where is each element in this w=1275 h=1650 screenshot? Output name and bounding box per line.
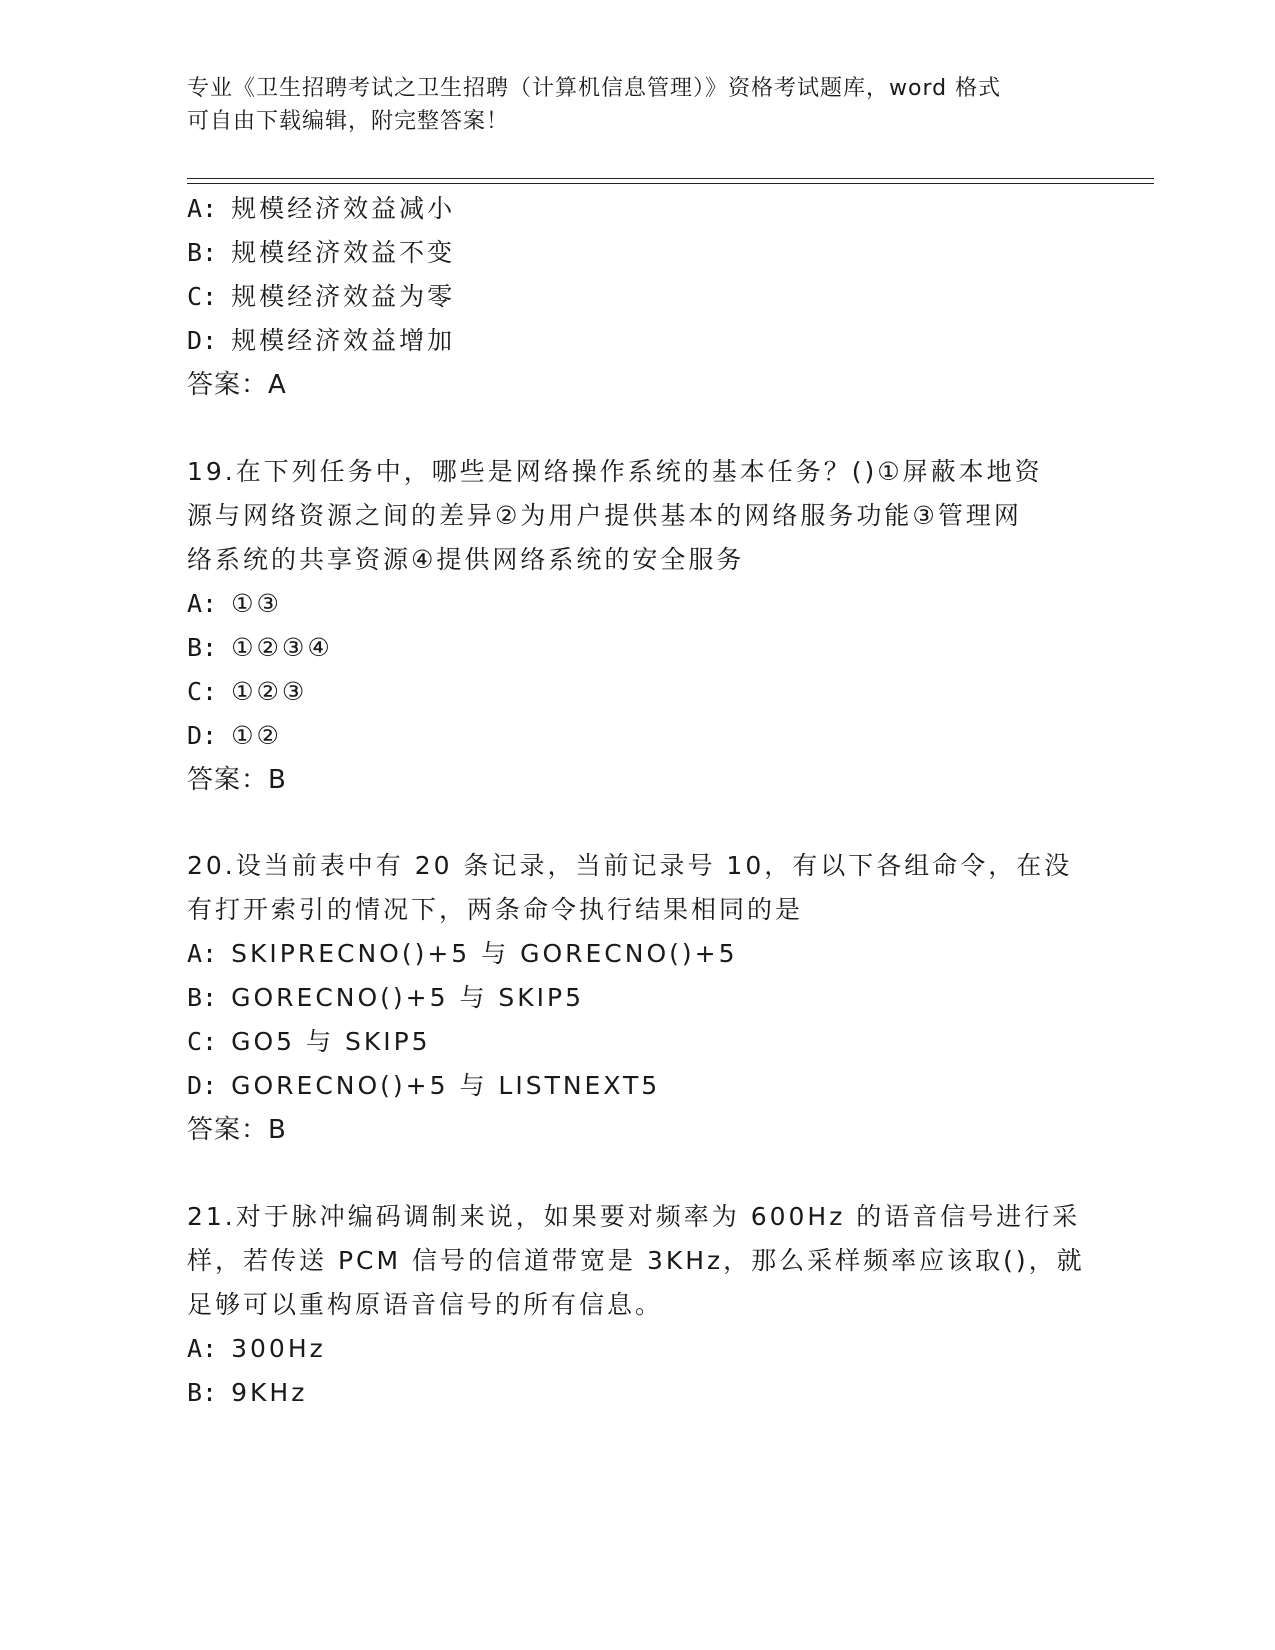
option-label: D:: [187, 1071, 218, 1100]
q18-option-d: [187, 318, 455, 364]
q20-option-c: [187, 1019, 431, 1065]
option-text: 规模经济效益不变: [231, 238, 456, 267]
q21-stem-line-1: 21.对于脉冲编码调制来说，如果要对频率为 600Hz 的语音信号进行采: [187, 1202, 1081, 1231]
option-label: B:: [187, 238, 218, 267]
header-line-2: 可自由下载编辑，附完整答案！: [187, 109, 510, 134]
option-label: B:: [187, 1378, 218, 1407]
option-text: ①③: [231, 589, 282, 618]
option-label: D:: [187, 326, 218, 355]
q20-stem-line-2: 有打开索引的情况下，两条命令执行结果相同的是: [187, 895, 804, 924]
option-label: C:: [187, 677, 218, 706]
option-label: D:: [187, 721, 218, 750]
q19-stem-line-3: 络系统的共享资源④提供网络系统的安全服务: [187, 545, 745, 574]
option-text: 规模经济效益增加: [231, 326, 456, 355]
option-text: GORECNO()+5 与 LISTNEXT5: [231, 1071, 661, 1100]
q19-option-a: [187, 581, 282, 627]
q20-option-b: [187, 975, 584, 1021]
option-text: 规模经济效益减小: [231, 194, 456, 223]
q18-option-a: [187, 186, 455, 232]
option-label: A:: [187, 1334, 218, 1363]
option-text: 规模经济效益为零: [231, 282, 456, 311]
q21-option-a: [187, 1326, 326, 1372]
option-label: A:: [187, 589, 218, 618]
option-text: GORECNO()+5 与 SKIP5: [231, 983, 585, 1012]
q21-stem-line-3: 足够可以重构原语音信号的所有信息。: [187, 1290, 664, 1319]
option-text: 300Hz: [231, 1334, 326, 1363]
header-line-1: 专业《卫生招聘考试之卫生招聘（计算机信息管理）》资格考试题库，word 格式: [187, 76, 1002, 101]
q21-stem-line-2: 样，若传送 PCM 信号的信道带宽是 3KHz，那么采样频率应该取()，就: [187, 1246, 1085, 1275]
option-text: SKIPRECNO()+5 与 GORECNO()+5: [231, 939, 738, 968]
q18-option-b: [187, 230, 455, 276]
option-label: B:: [187, 633, 218, 662]
q20-stem-line-1: 20.设当前表中有 20 条记录，当前记录号 10，有以下各组命令，在没: [187, 851, 1073, 880]
document-header: [187, 72, 1067, 138]
option-label: C:: [187, 282, 218, 311]
option-text: GO5 与 SKIP5: [231, 1027, 431, 1056]
q20-answer: 答案：B: [187, 1115, 287, 1145]
q19-option-b: [187, 625, 333, 671]
option-text: ①②: [231, 721, 282, 750]
q20-option-d: [187, 1063, 660, 1109]
option-text: ①②③: [231, 677, 308, 706]
header-divider-top: [187, 178, 1154, 179]
header-divider-bottom: [187, 183, 1154, 184]
q21-option-b: [187, 1370, 307, 1416]
option-label: B:: [187, 983, 218, 1012]
option-label: A:: [187, 939, 218, 968]
q19-stem-line-1: 19.在下列任务中，哪些是网络操作系统的基本任务？()①屏蔽本地资: [187, 457, 1043, 486]
q18-answer: 答案：A: [187, 370, 287, 400]
option-label: C:: [187, 1027, 218, 1056]
q20-option-a: [187, 931, 738, 977]
q19-stem-line-2: 源与网络资源之间的差异②为用户提供基本的网络服务功能③管理网: [187, 501, 1022, 530]
option-text: 9KHz: [231, 1378, 308, 1407]
option-text: ①②③④: [231, 633, 333, 662]
option-label: A:: [187, 194, 218, 223]
q19-option-d: [187, 713, 282, 759]
q19-option-c: [187, 669, 307, 715]
q19-answer: 答案：B: [187, 765, 287, 795]
q18-option-c: [187, 274, 455, 320]
